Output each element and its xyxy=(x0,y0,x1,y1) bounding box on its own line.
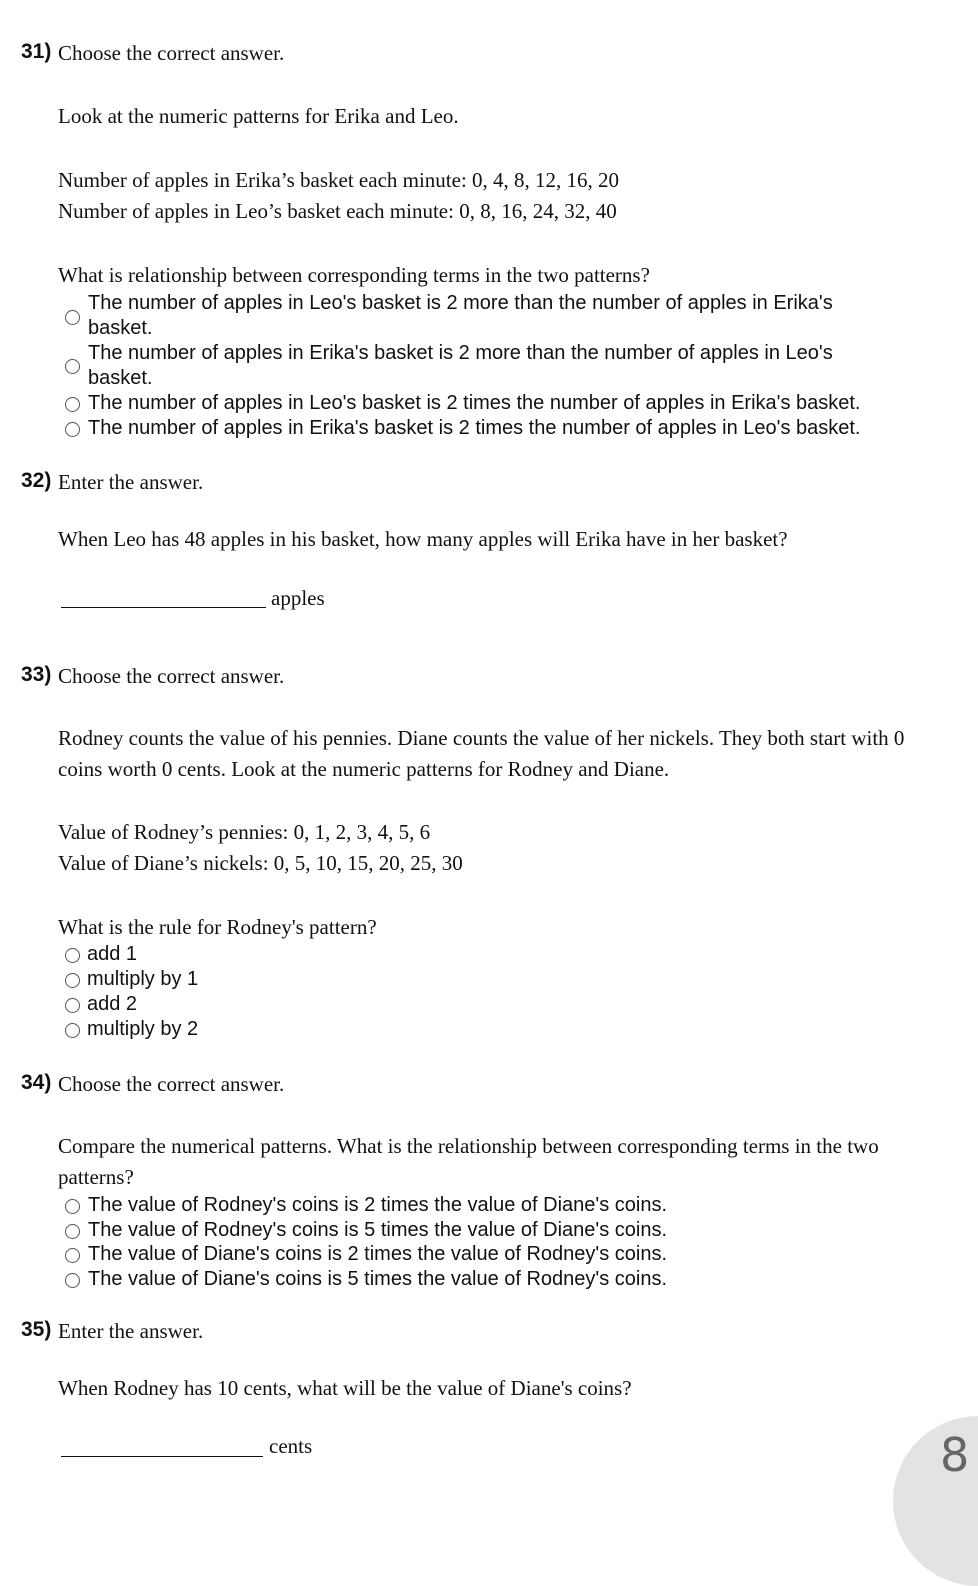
radio-option-c[interactable] xyxy=(65,998,80,1013)
option-a-text: The number of apples in Leo's basket is 2 more than the number of apples in Erika's xyxy=(88,292,833,314)
radio-option-b[interactable] xyxy=(65,1224,80,1239)
radio-option-d[interactable] xyxy=(65,422,80,437)
option-d-text: The number of apples in Erika's basket is 2 times the number of apples in Leo's basket. xyxy=(88,417,861,439)
option-a-text: add 1 xyxy=(87,943,138,965)
answer-unit: cents xyxy=(269,1434,313,1458)
option-c-text: The value of Diane's coins is 2 times the value of Rodney's coins. xyxy=(88,1243,668,1265)
question-prompt: What is relationship between corresponding terms in the two patterns? xyxy=(58,263,650,287)
question-instruction: Enter the answer. xyxy=(58,470,204,494)
answer-blank[interactable] xyxy=(61,1456,263,1457)
option-a-text-cont: basket. xyxy=(88,317,153,339)
question-number: 34) xyxy=(21,1071,52,1094)
page-number: 8 xyxy=(940,1428,970,1482)
option-a-text: The value of Rodney's coins is 2 times the value of Diane's coins. xyxy=(88,1194,668,1216)
option-b-text: The number of apples in Erika's basket is 2 more than the number of apples in Leo's xyxy=(88,342,833,364)
option-b-text: multiply by 1 xyxy=(87,968,199,990)
radio-option-d[interactable] xyxy=(65,1023,80,1038)
question-number: 31) xyxy=(21,40,52,63)
pattern-diane: Value of Diane’s nickels: 0, 5, 10, 15, 20, 25, 30 xyxy=(58,851,463,875)
question-prompt: When Rodney has 10 cents, what will be the value of Diane's coins? xyxy=(58,1376,632,1400)
question-prompt: Compare the numerical patterns. What is the relationship between corresponding terms in the two xyxy=(58,1134,879,1158)
pattern-rodney: Value of Rodney’s pennies: 0, 1, 2, 3, 4, 5, 6 xyxy=(58,820,431,844)
question-intro: Rodney counts the value of his pennies. Diane counts the value of her nickels. They both start with 0 xyxy=(58,726,905,750)
option-c-text: add 2 xyxy=(87,993,138,1015)
pattern-leo: Number of apples in Leo’s basket each minute: 0, 8, 16, 24, 32, 40 xyxy=(58,199,617,223)
question-instruction: Choose the correct answer. xyxy=(58,664,285,688)
question-instruction: Choose the correct answer. xyxy=(58,41,285,65)
radio-option-b[interactable] xyxy=(65,973,80,988)
question-number: 32) xyxy=(21,469,52,492)
answer-unit: apples xyxy=(271,586,325,610)
question-instruction: Enter the answer. xyxy=(58,1319,204,1343)
question-instruction: Choose the correct answer. xyxy=(58,1072,285,1096)
question-number: 33) xyxy=(21,663,52,686)
question-number: 35) xyxy=(21,1318,52,1341)
radio-option-d[interactable] xyxy=(65,1273,80,1288)
question-intro-cont: coins worth 0 cents. Look at the numeric patterns for Rodney and Diane. xyxy=(58,757,670,781)
answer-blank[interactable] xyxy=(61,607,266,608)
option-d-text: The value of Diane's coins is 5 times the value of Rodney's coins. xyxy=(88,1268,668,1290)
option-b-text-cont: basket. xyxy=(88,367,153,389)
question-intro: Look at the numeric patterns for Erika and Leo. xyxy=(58,104,459,128)
radio-option-c[interactable] xyxy=(65,397,80,412)
option-b-text: The value of Rodney's coins is 5 times the value of Diane's coins. xyxy=(88,1219,668,1241)
option-c-text: The number of apples in Leo's basket is 2 times the number of apples in Erika's basket. xyxy=(88,392,861,414)
radio-option-b[interactable] xyxy=(65,359,80,374)
question-prompt: What is the rule for Rodney's pattern? xyxy=(58,915,377,939)
option-d-text: multiply by 2 xyxy=(87,1018,199,1040)
radio-option-a[interactable] xyxy=(65,310,80,325)
question-prompt-cont: patterns? xyxy=(58,1165,134,1189)
radio-option-c[interactable] xyxy=(65,1248,80,1263)
radio-option-a[interactable] xyxy=(65,948,80,963)
question-prompt: When Leo has 48 apples in his basket, how many apples will Erika have in her basket? xyxy=(58,527,788,551)
radio-option-a[interactable] xyxy=(65,1199,80,1214)
pattern-erika: Number of apples in Erika’s basket each minute: 0, 4, 8, 12, 16, 20 xyxy=(58,168,620,192)
